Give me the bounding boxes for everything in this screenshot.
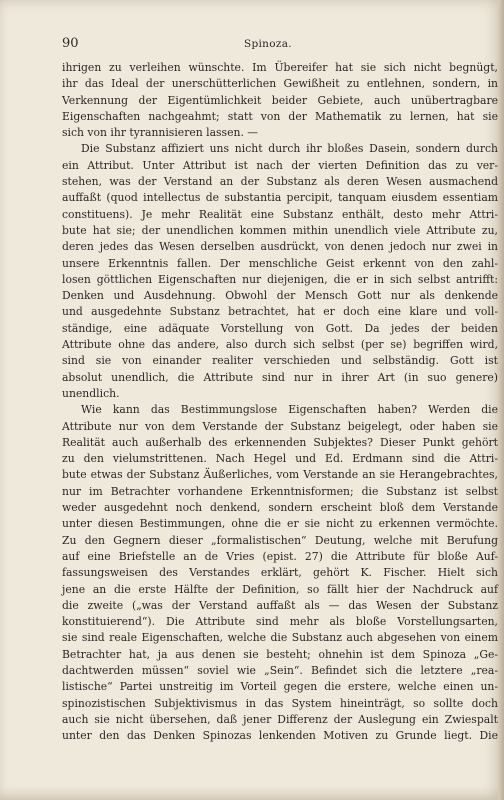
text-line: Verkennung der Eigentümlichkeit beider Gebiete, auch unübertragbare [62, 93, 498, 107]
text-line: weder ausgedehnt noch denkend, sondern erscheint bloß dem Verstande [62, 501, 498, 515]
text-line: Zu den Gegnern dieser „formalistischen“ Deutung, welche mit Berufung [62, 533, 498, 547]
text-line: zu den vielumstrittenen. Nach Hegel und Ed. Erdmann sind die Attri- [62, 452, 498, 466]
text-line: unter diesen Bestimmungen, ohne die er sie nicht zu erkennen vermöchte. [62, 517, 498, 531]
text-line: auf eine Briefstelle an de Vries (epist. 27) die Attribute für bloße Auf- [62, 549, 498, 563]
text-line: Betrachter hat, ja aus denen sie besteht; ohnehin ist dem Spinoza „Ge- [62, 647, 498, 661]
running-head: Spinoza. [244, 38, 292, 50]
text-line: die zweite („was der Verstand auffaßt als — das Wesen der Substanz [62, 598, 498, 612]
page-edge [498, 0, 504, 800]
text-line: constituens). Je mehr Realität eine Substanz enthält, desto mehr Attri- [62, 207, 498, 221]
text-line: sie sind reale Eigenschaften, welche die Substanz auch abgesehen von einem [62, 631, 498, 645]
text-line: nur im Betrachter vorhandene Erkenntnisformen; die Substanz ist selbst [62, 484, 498, 498]
text-line: losen göttlichen Eigenschaften nur diejenigen, die er in sich selbst antrifft: [62, 272, 498, 286]
text-line: ein Attribut. Unter Attribut ist nach der vierten Definition das zu ver- [62, 158, 498, 172]
text-line: und ausgedehnte Substanz betrachtet, hat er doch eine klare und voll- [62, 305, 498, 319]
text-line: konstituierend“). Die Attribute sind mehr als bloße Vorstellungsarten, [62, 615, 498, 629]
text-line: Denken und Ausdehnung. Obwohl der Mensch Gott nur als denkende [62, 289, 498, 303]
text-line: Realität auch außerhalb des erkennenden Subjektes? Dieser Punkt gehört [62, 435, 498, 449]
text-line: dachtwerden müssen“ soviel wie „Sein“. Befindet sich die letztere „rea- [62, 663, 498, 677]
text-line: spinozistischen Subjektivismus in das System hineinträgt, so sollte doch [62, 696, 498, 710]
text-line: ihrigen zu verleihen wünschte. Im Übereifer hat sie sich nicht begnügt, [62, 61, 498, 74]
text-line: unendlich. [62, 386, 120, 400]
text-line: auch sie nicht übersehen, daß jener Differenz der Auslegung ein Zwiespalt [62, 712, 498, 726]
text-line: bute etwas der Substanz Äußerliches, vom Verstande an sie Herangebrachtes, [62, 468, 498, 482]
text-line: sind sie von einander realiter verschieden und selbständig. Gott ist [62, 354, 498, 368]
text-line: unter den das Denken Spinozas lenkenden Motiven zu Grunde liegt. Die [62, 729, 498, 743]
text-line: Attribute ohne das andere, also durch sich selbst (per se) begriffen wird, [62, 338, 498, 352]
text-line: stehen, was der Verstand an der Substanz als deren Wesen ausmachend [62, 175, 498, 189]
text-line: Die Substanz affiziert uns nicht durch ihr bloßes Dasein, sondern durch [81, 142, 498, 156]
page-header [62, 36, 462, 52]
text-line: fassungsweisen des Verstandes erklärt, gehört K. Fischer. Hielt sich [62, 566, 498, 580]
text-line: auffaßt (quod intellectus de substantia percipit, tanquam eiusdem essentiam [62, 191, 498, 205]
text-line: sich von ihr tyrannisieren lassen. — [62, 126, 259, 140]
page-number: 90 [62, 36, 79, 51]
text-line: Wie kann das Bestimmungslose Eigenschaften haben? Werden die [81, 403, 498, 417]
text-line: deren jedes das Wesen derselben ausdrückt, von denen jedoch nur zwei in [62, 240, 498, 254]
text-line: unsere Erkenntnis fallen. Der menschliche Geist erkennt von den zahl- [62, 256, 498, 270]
text-line: bute hat sie; der unendlichen kommen mithin unendlich viele Attribute zu, [62, 223, 498, 237]
text-line: absolut unendlich, die Attribute sind nur in ihrer Art (in suo genere) [62, 370, 498, 384]
text-line: Attribute nur von dem Verstande der Substanz beigelegt, oder haben sie [62, 419, 498, 433]
body-text [62, 60, 498, 744]
text-line: jene an die erste Hälfte der Definition, so fällt hier der Nachdruck auf [62, 582, 498, 596]
text-line: Eigenschaften nachgeahmt; statt von der Mathematik zu lernen, hat sie [62, 109, 498, 123]
text-line: listische“ Partei unstreitig im Vorteil gegen die erstere, welche einen un- [62, 680, 498, 694]
text-line: ständige, eine adäquate Vorstellung von Gott. Da jedes der beiden [62, 321, 498, 335]
text-line: ihr das Ideal der unerschütterlichen Gewißheit zu entlehnen, sondern, in [62, 77, 498, 91]
